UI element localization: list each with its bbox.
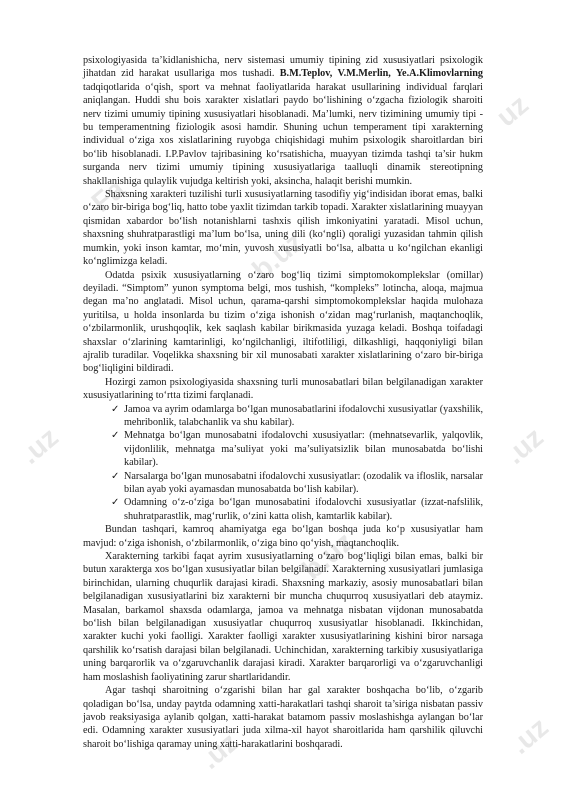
paragraph: Bundan tashqari, kamroq ahamiyatga ega bo‘lgan boshqa juda ko‘p xususiyatlar ham mavjud: o‘ziga ishonish, o‘zbilarmonlik, o‘ziga bino qo‘yish, maqtanchoqlik.: [83, 524, 483, 549]
checkmark-icon: ✓: [111, 470, 120, 482]
list-item: ✓ Mehnatga bo‘lgan munosabatni ifodalovchi xususiyatlar: (mehnatsevarlik, yalqovlik, vijdonlilik, mehnatga ma’suliyat yoki ma’suliyatsizlik bilan munosabatda bo‘lishi kabilar).: [111, 430, 483, 469]
watermark-fragment: .uz: [499, 421, 549, 470]
watermark-fragment: Fa: [85, 173, 131, 218]
authors-highlight: B.M.Teplov, V.M.Merlin, Ye.A.Klimovlarning: [279, 68, 483, 80]
watermark-fragment: b.uz: [296, 525, 360, 586]
watermark-fragment: b.uz: [246, 225, 310, 286]
watermark-fragment: uz: [490, 88, 535, 133]
paragraph: Shaxsning xarakteri tuzilishi turli xususiyatlarning tasodifiy yig‘indisidan iborat emas, balki o‘zaro bir-biriga bog‘liq, hatto tobe yaxlit tizimdan tarkib topadi. Xarakter xislatlarining muayyan qismidan xabardor bo‘lish notanishlarni tashxis qilish imkoniyatini yaratadi. Misol uchun, shaxsning shuhratparastligi ma’lum bo‘lsa, uning dili (ko‘ngli) qoraligi yuzasidan tahmin qilish mumkin, yoki inson kamtar, mo‘min, yuvosh xususiyatli bo‘lsa, albatta u ko‘ngilchan ekanligi ko‘nglimizga keladi.: [83, 189, 483, 268]
watermark-fragment: .uz: [504, 711, 554, 760]
document-page: [83, 54, 483, 751]
paragraph: psixologiyasida ta’kidlanishicha, nerv sistemasi umumiy tipining zid xususiyatlari psixologik jihatdan zid harakat usullariga mos tushadi. B.M.Teplov, V.M.Merlin, Ye.A.Klimovlarning tadqiqotlarida o‘qish, sport va mehnat faoliyatlarida harakat usullarining individual farqlari aniqlangan. Huddi shu bois xarakter xislatlari paydo bo‘lishining o‘zgacha fiziologik sharoiti nerv tizimi umumiy tipining xususiyatlari hisoblanadi. Ma’lumki, nerv tizimining umumiy tipi - bu temperamentning fiziologik asosi hamdir. Shuning uchun temperament tipi xarakterning individual o‘ziga xos xislatlarining ruyobga chiqishidagi muhim psixologik sharoitlardan biri bo‘lib hisoblanadi. I.P.Pavlov tajribasining ko‘rsatishicha, muayyan tizimda tashqi ta’sir hukm surganda nerv tizimi umumiy tipining xususiyatlariga taalluqli dinamik stereotipning shakllanishiga qulaylik vujudga keltirish yoki, aksincha, halaqit berishi mumkin.: [83, 55, 483, 187]
paragraph: Agar tashqi sharoitning o‘zgarishi bilan har gal xarakter boshqacha bo‘lib, o‘zgarib qoladigan bo‘lsa, unday paytda odamning xatti-harakatlari tashqi sharoit ta’siriga nisbatan passiv javob reaksiyasiga aylanib qolgan, xatti-harakat batamom passiv moslashishga aylangan bo‘lar edi. Odamning xarakter xususiyatlari juda xilma-xil hayot sharoitlarida ham qarshilik qiluvchi sharoit bo‘lishiga qaramay uning xatti-harakatlarini boshqaradi.: [83, 685, 483, 750]
paragraph: Xarakterning tarkibi faqat ayrim xususiyatlarning o‘zaro bog‘liqligi bilan emas, balki bir butun xarakterga xos bo‘lgan xususiyatlar bilan belgilanadi. Xarakterning xususiyatlari jumlasiga birinchidan, ularning chuqurlik darajasi kiradi. Shaxsning markaziy, asosiy munosabatlari bilan belgilanadigan xususiyatlarini biz xarakterni bir muncha chuqurroq xususiyatlari deb ataymiz. Masalan, barkamol shaxsda odamlarga, jamoa va mehnatga nisbatan vijdonan munosabatda bo‘lish bilan belgilanadigan xususiyatlar chuqurroq xususiyatlar hisoblanadi. Ikkinchidan, xarakter kuchi yoki faolligi. Xarakter faolligi xarakter xususiyatlarining kishini biror narsaga qarshilik ko‘rsatish darajasi bilan belgilanadi. Uchinchidan, xarakterning tarkibiy xususiyatlariga uning barqarorlik va o‘zgaruvchanlik darajasi kiradi. Xarakter barqarorligi va o‘zgaruvchanligi ham moslashish faoliyatining zarur shartlaridandir.: [83, 551, 483, 683]
watermark-fragment: .uz: [194, 726, 244, 775]
paragraph: Odatda psixik xususiyatlarning o‘zaro bog‘liq tizimi simptomokomplekslar (omillar) deyiladi. “Simptom” yunon symptoma belgi, mos tushish, “kompleks” lotincha, aloqa, majmua degan ma’no anglatadi. Misol uchun, qarama-qarshi simptomokomplekslar haqida mulohaza yuritilsa, u holda insonlarda bu tizim o‘ziga ishonish o‘zidan mag‘rurlanish, maqtanchoqlik, o‘zbilarmonlik, urushqoqlik, kek saqlash kabilar birikmasida yuzaga keladi. Boshqa toifadagi shaxslar o‘zlarining kamtarinligi, ko‘ngilchanligi, iltifotliligi, dilkashligi, haqqoniyligi bilan ajralib turadilar. Voqelikka shaxsning bir xil munosabati xarakter xislatlarining o‘zaro bir-biriga bog‘liqligini bildiradi.: [83, 269, 483, 375]
list-item: ✓ Odamning o‘z-o‘ziga bo‘lgan munosabatini ifodalovchi xususiyatlar (izzat-nafslilik, shuhratparastlik, mag‘rurlik, o‘zini katta olish, kamtarlik kabilar).: [111, 497, 483, 522]
paragraph: Hozirgi zamon psixologiyasida shaxsning turli munosabatlari bilan belgilanadigan xarakter xususiyatlarining to‘rtta tizimi farqlanadi.: [83, 376, 483, 402]
list-item: ✓ Jamoa va ayrim odamlarga bo‘lgan munosabatlarini ifodalovchi xususiyatlar (yaxshilik, mehribonlik, talabchanlik va shu kabilar).: [111, 403, 483, 428]
checkmark-icon: ✓: [111, 403, 120, 415]
list-item: ✓ Narsalarga bo‘lgan munosabatni ifodalovchi xususiyatlar: (ozodalik va ifloslik, narsalar bilan ayab yoki ayamasdan munosabatda bo‘lish kabilar).: [111, 470, 483, 495]
watermark-fragment: .uz: [14, 421, 64, 470]
checkmark-icon: ✓: [111, 497, 120, 509]
trait-systems-list: [83, 403, 483, 524]
checkmark-icon: ✓: [111, 430, 120, 442]
